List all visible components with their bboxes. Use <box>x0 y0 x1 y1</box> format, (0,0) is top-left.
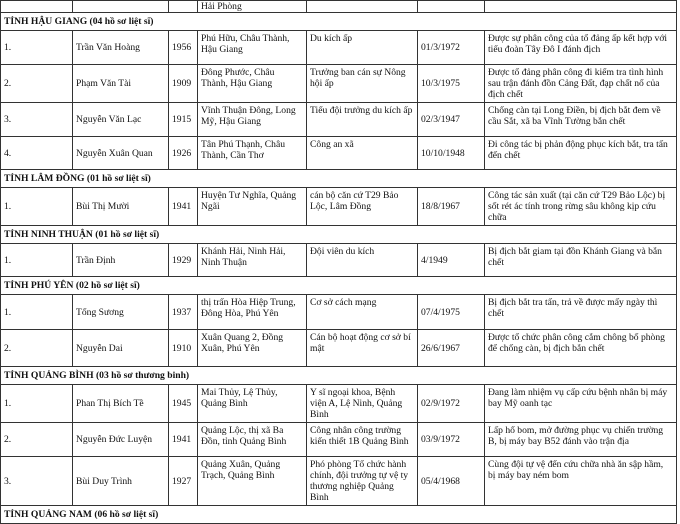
cell-name: Tống Sương <box>73 295 169 330</box>
cell-date: 26/6/1967 <box>418 330 485 367</box>
section-header-row <box>1 277 677 295</box>
table-row <box>1 385 677 423</box>
section-header-row <box>1 506 677 524</box>
cell-circumstance: Cùng đội tự vệ đến cứu chữa nhà ăn sập hầm, bị máy bay ném bom <box>485 457 677 506</box>
cell-position: cán bộ căn cứ T29 Bảo Lộc, Lâm Đồng <box>307 188 418 226</box>
cell-date: 05/4/1968 <box>418 457 485 506</box>
cell-circumstance: Lấp hố bom, mở đường phục vụ chiến trường B, bị máy bay B52 đánh vào trận địa <box>485 423 677 457</box>
cell-name: Bùi Thị Mười <box>73 188 169 226</box>
cell-year: 1910 <box>169 330 198 367</box>
cell-position: Du kích ấp <box>307 31 418 65</box>
cell-date: 02/3/1947 <box>418 103 485 137</box>
cell-name: Phạm Văn Tài <box>73 65 169 103</box>
cell-position: Phó phòng Tổ chức hành chính, đội trưởng tự vệ ty thương nghiệp Quảng Bình <box>307 457 418 506</box>
cell-year: 1941 <box>169 423 198 457</box>
cell-circumstance: Được tổ đảng phân công đi kiểm tra tình hình sau trận đánh đồn Cảng Đất, đạp chất nổ của địch chết <box>485 65 677 103</box>
cell-no: 2. <box>1 330 73 367</box>
table-row <box>1 295 677 330</box>
cell-date: 01/3/1972 <box>418 31 485 65</box>
cell-date: 18/8/1967 <box>418 188 485 226</box>
cell-no <box>1 1 73 13</box>
cell-circumstance: Công tác sản xuất (tại căn cứ T29 Bảo Lộc) bị sốt rét ác tính trong rừng sâu không kịp cứu chữa <box>485 188 677 226</box>
cell-year: 1909 <box>169 65 198 103</box>
cell-hometown: Mai Thủy, Lệ Thủy, Quảng Bình <box>198 385 307 423</box>
cell-no: 1. <box>1 188 73 226</box>
cell-name <box>73 1 169 13</box>
cell-hometown: Tân Phú Thạnh, Châu Thành, Cần Thơ <box>198 137 307 170</box>
cell-year: 1927 <box>169 457 198 506</box>
section-title: TỈNH QUẢNG NAM (06 hồ sơ liệt sĩ) <box>1 506 677 524</box>
section-header-row <box>1 367 677 385</box>
table-row <box>1 103 677 137</box>
cell-circumstance: Đi công tác bị phản động phục kích bắt, tra tấn đến chết <box>485 137 677 170</box>
cell-year: 1915 <box>169 103 198 137</box>
cell-position: Trưởng ban cán sự Nông hội ấp <box>307 65 418 103</box>
cell-hometown: Quảng Xuân, Quảng Trạch, Quảng Bình <box>198 457 307 506</box>
cell-position: Cán bộ hoạt động cơ sở bí mật <box>307 330 418 367</box>
cell-circumstance <box>485 1 677 13</box>
cell-no: 3. <box>1 457 73 506</box>
table-row <box>1 65 677 103</box>
cell-hometown: Quảng Lộc, thị xã Ba Đồn, tỉnh Quảng Bình <box>198 423 307 457</box>
section-title: TỈNH NINH THUẬN (01 hồ sơ liệt sĩ) <box>1 226 677 244</box>
section-title: TỈNH QUẢNG BÌNH (03 hồ sơ thương binh) <box>1 367 677 385</box>
cell-date: 10/3/1975 <box>418 65 485 103</box>
table-row <box>1 188 677 226</box>
cell-position: Công an xã <box>307 137 418 170</box>
section-header-row <box>1 13 677 31</box>
cell-circumstance: Được sự phân công của tổ đảng ấp kết hợp với tiểu đoàn Tây Đô I đánh địch <box>485 31 677 65</box>
cell-position: Y sĩ ngoại khoa, Bệnh viện A, Lệ Ninh, Quảng Bình <box>307 385 418 423</box>
section-header-row <box>1 170 677 188</box>
cell-date <box>418 1 485 13</box>
cell-hometown: thị trấn Hòa Hiệp Trung, Đông Hòa, Phú Yên <box>198 295 307 330</box>
cell-year: 1937 <box>169 295 198 330</box>
cell-hometown: Xuân Quang 2, Đồng Xuân, Phú Yên <box>198 330 307 367</box>
cell-date: 10/10/1948 <box>418 137 485 170</box>
cell-year: 1929 <box>169 244 198 277</box>
cell-hometown: Khánh Hải, Ninh Hải, Ninh Thuận <box>198 244 307 277</box>
cell-no: 1. <box>1 31 73 65</box>
cell-no: 4. <box>1 137 73 170</box>
table-row <box>1 330 677 367</box>
cell-no: 1. <box>1 244 73 277</box>
cell-date: 07/4/1975 <box>418 295 485 330</box>
cell-date: 03/9/1972 <box>418 423 485 457</box>
cell-hometown: Phú Hữu, Châu Thành, Hậu Giang <box>198 31 307 65</box>
cell-name: Phan Thị Bích Tề <box>73 385 169 423</box>
table-row <box>1 457 677 506</box>
cell-name: Trần Văn Hoàng <box>73 31 169 65</box>
cell-name: Nguyễn Xuân Quan <box>73 137 169 170</box>
cell-year: 1926 <box>169 137 198 170</box>
table-row <box>1 31 677 65</box>
cell-name: Nguyễn Văn Lạc <box>73 103 169 137</box>
section-title: TỈNH HẬU GIANG (04 hồ sơ liệt sĩ) <box>1 13 677 31</box>
cell-no: 1. <box>1 295 73 330</box>
cell-circumstance: Chống càn tại Long Điền, bị địch bắt đem về cầu Sắt, xã ba Vĩnh Tường bắn chết <box>485 103 677 137</box>
cell-no: 3. <box>1 103 73 137</box>
cell-position: Cơ sở cách mạng <box>307 295 418 330</box>
cell-position: Tiểu đội trưởng du kích ấp <box>307 103 418 137</box>
cell-year <box>169 1 198 13</box>
cell-name: Trần Định <box>73 244 169 277</box>
cell-circumstance: Được tổ chức phân công cắm chông bố phòng để chống càn, bị địch bắn chết <box>485 330 677 367</box>
table-row <box>1 244 677 277</box>
cell-date: 4/1949 <box>418 244 485 277</box>
section-title: TỈNH LÂM ĐỒNG (01 hồ sơ liệt sĩ) <box>1 170 677 188</box>
cell-year: 1956 <box>169 31 198 65</box>
table-row <box>1 137 677 170</box>
section-header-row <box>1 226 677 244</box>
cell-name: Nguyễn Dai <box>73 330 169 367</box>
cell-date: 02/9/1972 <box>418 385 485 423</box>
cell-position: Đội viên du kích <box>307 244 418 277</box>
cell-hometown: Đông Phước, Châu Thành, Hậu Giang <box>198 65 307 103</box>
cell-circumstance: Đang làm nhiệm vụ cấp cứu bệnh nhân bị máy bay Mỹ oanh tạc <box>485 385 677 423</box>
table-row <box>1 423 677 457</box>
cell-no: 2. <box>1 423 73 457</box>
cell-hometown: Huyện Tư Nghĩa, Quảng Ngãi <box>198 188 307 226</box>
table-row-partial <box>1 1 677 13</box>
cell-name: Bùi Duy Trình <box>73 457 169 506</box>
cell-circumstance: Bị địch bắt tra tấn, trả về được mấy ngày thì chết <box>485 295 677 330</box>
cell-circumstance: Bị địch bắt giam tại đồn Khánh Giang và bắn chết <box>485 244 677 277</box>
section-title: TỈNH PHÚ YÊN (02 hồ sơ liệt sĩ) <box>1 277 677 295</box>
cell-year: 1941 <box>169 188 198 226</box>
cell-year: 1945 <box>169 385 198 423</box>
cell-no: 1. <box>1 385 73 423</box>
cell-position: Công nhân công trường kiến thiết 1B Quảng Bình <box>307 423 418 457</box>
cell-position <box>307 1 418 13</box>
cell-hometown: Hải Phòng <box>198 1 307 13</box>
cell-hometown: Vĩnh Thuận Đông, Long Mỹ, Hậu Giang <box>198 103 307 137</box>
cell-name: Nguyễn Đức Luyện <box>73 423 169 457</box>
records-table-body <box>1 1 677 524</box>
cell-no: 2. <box>1 65 73 103</box>
